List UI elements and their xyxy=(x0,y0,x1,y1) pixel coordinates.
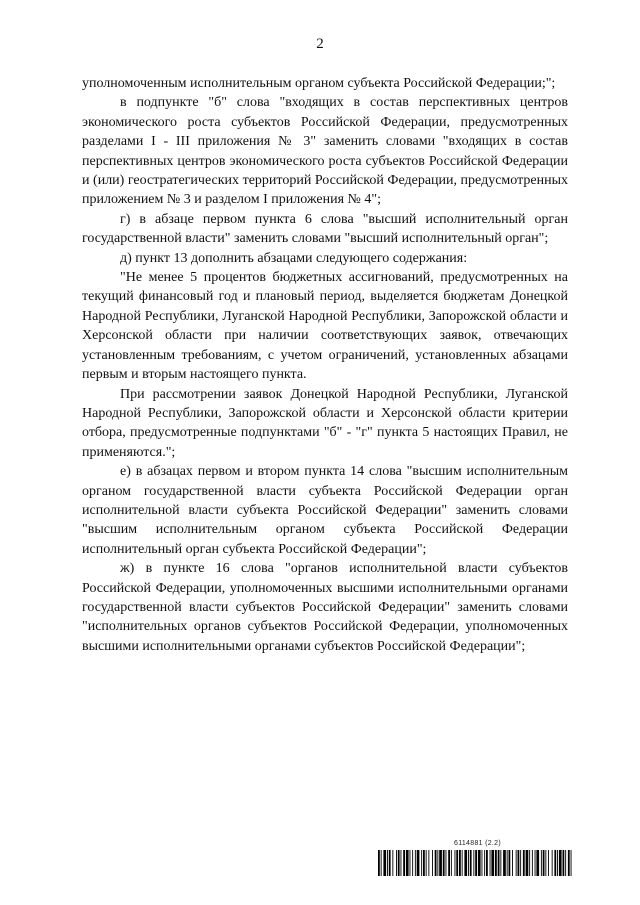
barcode-bar xyxy=(383,850,386,876)
barcode-bar xyxy=(435,850,437,876)
barcode-bar xyxy=(426,850,427,876)
barcode-bar xyxy=(421,850,422,876)
barcode-bar xyxy=(516,850,517,876)
barcode-bar xyxy=(412,850,413,876)
document-body xyxy=(82,74,568,656)
barcode-bar xyxy=(554,850,556,876)
barcode-bar xyxy=(486,850,488,876)
barcode-bar xyxy=(403,850,405,876)
barcode-bar xyxy=(392,850,393,876)
barcode-bar xyxy=(415,850,416,876)
barcode-icon xyxy=(378,850,574,876)
barcode-bar xyxy=(541,850,542,876)
barcode-bar xyxy=(387,850,388,876)
barcode-bar xyxy=(500,850,501,876)
barcode-bar xyxy=(432,850,433,876)
paragraph: г) в абзаце первом пункта 6 слова "высший исполнительный орган государственной власти" заменить словами "высший исполнительный орган"; xyxy=(82,211,568,247)
barcode-bar xyxy=(459,850,461,876)
barcode-bar xyxy=(423,850,425,876)
barcode-bar xyxy=(490,850,491,876)
barcode-bar xyxy=(439,850,442,876)
barcode-bar xyxy=(545,850,546,876)
barcode-bar xyxy=(428,850,429,876)
barcode-bar xyxy=(543,850,545,876)
paragraph: ж) в пункте 16 слова "органов исполнительной власти субъектов Российской Федерации, уполномоченных высшими исполнительными органами государственной власти субъектов Российской Федерации" заменить словами "исполнительных органов субъектов Российской Федерации, уполномоченных высшими исполнительными органами субъектов Российской Федерации"; xyxy=(82,561,568,654)
barcode-bar xyxy=(470,850,472,876)
barcode-bar xyxy=(455,850,456,876)
barcode-bar xyxy=(484,850,485,876)
barcode-bar xyxy=(568,850,570,876)
paragraph: При рассмотрении заявок Донецкой Народной Республики, Луганской Народной Республики, Запорожской области и Херсонской области критерии отбора, предусмотренные подпунктами "б" - "г" пункта 5 настоящих Правил, не применяются."; xyxy=(82,386,568,460)
barcode-bar xyxy=(498,850,500,876)
barcode-bar xyxy=(548,850,549,876)
barcode-bar xyxy=(518,850,520,876)
barcode-bar xyxy=(437,850,438,876)
barcode-bar xyxy=(552,850,553,876)
barcode-bar xyxy=(401,850,402,876)
barcode-bar xyxy=(495,850,497,876)
barcode-bar xyxy=(381,850,382,876)
barcode-bar xyxy=(559,850,562,876)
paragraph: уполномоченным исполнительным органом субъекта Российской Федерации;"; xyxy=(82,76,556,91)
barcode-bar xyxy=(417,850,420,876)
barcode-bar xyxy=(456,850,458,876)
barcode-bar xyxy=(526,850,529,876)
paragraph: д) пункт 13 дополнить абзацами следующего содержания: xyxy=(120,250,468,266)
paragraph: е) в абзацах первом и втором пункта 14 слова "высшим исполнительным органом государственной власти субъекта Российской Федерации орган исполнительной власти субъекта Российской Федерации" заменить словами "высшим исполнительным органом субъекта Российской Федерации исполнительный орган субъекта Российской Федерации"; xyxy=(82,464,568,557)
barcode-bar xyxy=(571,850,572,876)
barcode-bar xyxy=(491,850,494,876)
paragraph: "Не менее 5 процентов бюджетных ассигнований, предусмотренных на текущий финансовый год и плановый период, выделяется бюджетам Донецкой Народной Республики, Луганской Народной Республики, Запорожской области и Херсонской области при наличии соответствующих заявок, отвечающих установленным требованиям, с учетом ограничений, установленных абзацами первым и вторым настоящего пункта. xyxy=(82,270,568,383)
barcode-bar xyxy=(482,850,483,876)
barcode-bar xyxy=(398,850,400,876)
barcode-bar xyxy=(478,850,481,876)
barcode-bar xyxy=(462,850,463,876)
barcode-bar xyxy=(406,850,409,876)
barcode-bar xyxy=(464,850,467,876)
barcode-bar xyxy=(396,850,397,876)
barcode-bar xyxy=(503,850,506,876)
barcode-bar xyxy=(557,850,558,876)
barcode-bar xyxy=(523,850,525,876)
barcode-bar xyxy=(520,850,521,876)
page-number: 2 xyxy=(316,36,324,52)
barcode-bar xyxy=(565,850,566,876)
barcode-bar xyxy=(378,850,380,876)
barcode-bar xyxy=(536,850,539,876)
barcode-bar xyxy=(507,850,508,876)
barcode-bar xyxy=(535,850,536,876)
paragraph: в подпункте "б" слова "входящих в состав перспективных центров экономического роста субъектов Российской Федерации, предусмотренных разделами I - III приложения № 3" заменить словами "входящих в состав перспективных центров экономического роста субъектов Российской Федерации и (или) геостратегических территорий Российской Федерации, предусмотренных приложением № 3 и разделом I приложения № 4"; xyxy=(82,95,568,208)
barcode-bar xyxy=(451,850,452,876)
barcode-bar xyxy=(473,850,474,876)
barcode-bar xyxy=(532,850,533,876)
barcode-code: 6114881 (2.2) xyxy=(454,840,501,847)
barcode-bar xyxy=(443,850,445,876)
barcode-bar xyxy=(446,850,447,876)
barcode-bar xyxy=(448,850,450,876)
barcode-bar xyxy=(468,850,469,876)
barcode-bar xyxy=(410,850,411,876)
barcode-bar xyxy=(529,850,530,876)
barcode-bar xyxy=(509,850,511,876)
barcode-bar xyxy=(475,850,477,876)
barcode-bar xyxy=(563,850,565,876)
barcode-bar xyxy=(389,850,391,876)
barcode-bar xyxy=(512,850,513,876)
